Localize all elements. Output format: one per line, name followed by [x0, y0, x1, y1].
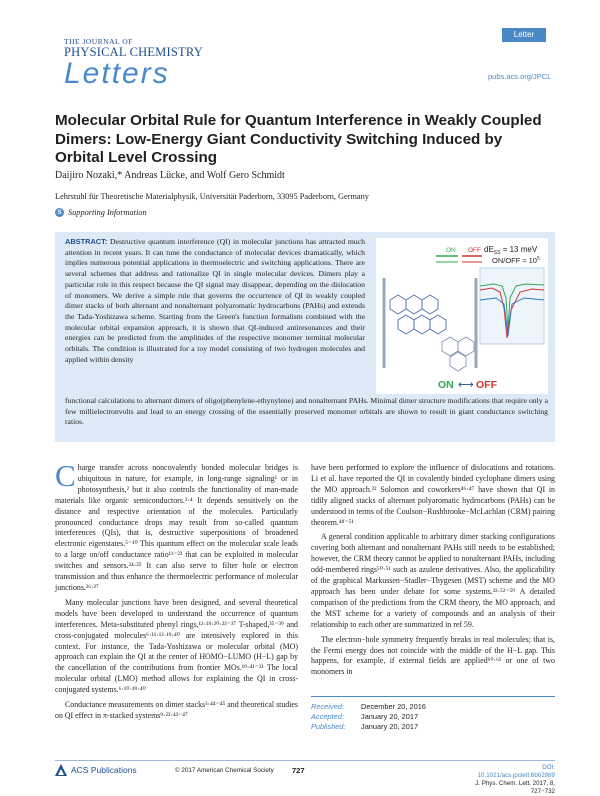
supporting-information-link[interactable] [55, 208, 147, 217]
history-published [311, 722, 555, 732]
paragraph-1 [55, 458, 298, 594]
abstract-text-part2: functional calculations to alternant dimers of oligo(phenylene-ethynylene) and nonalternant PAHs. Minimal dimer structure modifications that require only a few millielectronvolts and lead to an energy crossing of the essentially preserved monomer orbitals are shown to result in giant conductance switching ratios. [65, 396, 548, 427]
history-received [311, 702, 555, 712]
history-label: Received: [311, 702, 344, 711]
supporting-information-icon: S [55, 208, 64, 217]
article-type-badge: Letter [502, 28, 546, 42]
paragraph-5: A general condition applicable to arbitrary dimer stacking configurations covering both alternant and nonalternant PAHs still needs to be established; however, the CRM theory cannot be applied to nonalternant PAHs, including odd-membered rings⁵⁰·⁵¹ such as azulene derivatives. Also, the applicability of the graphical Markussen−Stadler−Thygesen (MST) scheme and the MO approach has been under debate for some systems.³²·⁵²⁻⁵⁹ A detailed comparison of the predictions from the CRM theory, the MO approach, and the MST scheme for a variety of compounds and an analysis of their relationship to each other are summarized in ref 59. [311, 532, 555, 629]
toc-energy-text: $dE_{SS} = 13$ meV [484, 245, 538, 256]
paragraph-2: Many molecular junctions have been designed, and several theoretical models have been developed to understand the occurrence of quantum interferences. Meta-substituted phenyl rings,¹²·¹⁸·²⁰·²²⁻³⁷ T-shaped,³⁵⁻³⁹ and cross-conjugated molecules⁶·¹¹·¹²·¹⁹·⁴⁰ are intensively explored in this context. For instance, the Tada-Yoshizawa or molecular orbital (MO) approach can explain the QI at the center of HOMO−LUMO (H−L) gap by the cancellation of the contributions from frontier MOs.¹⁹·⁴¹⁻²¹ The local molecular orbital (LMO) method allows for explaining the QI in cross-conjugated systems.⁶·¹⁰·¹⁹·⁴⁰ [55, 597, 298, 695]
toc-on-level-label: ON [446, 247, 456, 254]
toc-off-level-label: OFF [468, 247, 481, 254]
toc-switch-on: ON [438, 379, 454, 391]
copyright-notice: © 2017 American Chemical Society [175, 767, 274, 774]
history-date: January 20, 2017 [361, 712, 419, 721]
journal-name-letters: Letters [64, 57, 170, 90]
toc-graphic [376, 238, 548, 394]
page-number: 727 [292, 766, 305, 775]
toc-switch-arrow-icon: ⟷ [458, 378, 474, 391]
history-date: December 20, 2016 [361, 702, 426, 711]
journal-name-line1: THE JOURNAL OF [64, 37, 133, 46]
paragraph-4: have been performed to explore the influence of dislocations and rotations. Li et al. have reported the QI in covalently binded cyclophane dimers using the MO approach.²² Solomon and coworkers⁴⁶·⁴⁷ have shown that QI in tidily aligned stacks of alternant polyaromatic hydrocarbons (PAHs) can be understood in terms of the Coulson−Rushbrooke−McLachlan (CRM) pairing theorem.⁴⁸⁻⁵¹ [311, 463, 555, 527]
dropcap: C [55, 458, 76, 493]
supporting-information-label: Supporting Information [68, 208, 147, 217]
history-date: January 20, 2017 [361, 722, 419, 731]
article-title: Molecular Orbital Rule for Quantum Interference in Weakly Coupled Dimers: Low-Energy Giant Conductivity Switching Induced by Orbital Level Crossing [55, 112, 542, 166]
acs-logo-icon [55, 764, 67, 776]
publication-history [311, 696, 555, 732]
doi-citation [470, 764, 555, 796]
history-label: Published: [311, 722, 346, 731]
footer-divider [55, 760, 555, 761]
body-column-2 [311, 463, 555, 682]
toc-ratio-text: $ON/OFF \approx 10^5$ [492, 256, 540, 265]
affiliation: Lehrstuhl für Theoretische Materialphysik, Universität Paderborn, 33095 Paderborn, Germany [55, 192, 369, 201]
history-accepted [311, 712, 555, 722]
doi-link[interactable]: DOI: 10.1021/acs.jpclett.6b02989 [477, 764, 555, 779]
acs-publications-logo[interactable] [55, 764, 137, 776]
author-list: Daijiro Nozaki,* Andreas Lücke, and Wolf Gero Schmidt [55, 170, 285, 181]
abstract-label: ABSTRACT: [65, 237, 108, 246]
publisher-name: ACS Publications [71, 765, 137, 775]
journal-name-line2: PHYSICAL CHEMISTRY [64, 45, 203, 59]
paragraph-1-text: harge transfer across noncovalently bonded molecular bridges is ubiquitous in nature, for example, in long-range signaling¹ or in photosynthesis,² but it also controls the functionality of man-made materials like organic semiconductors.³·⁴ It depends sensitively on the distance and respective orientation of the molecules. Particularly pronounced conductance drops may result from so-called quantum interferences (QIs), that is, destructive superpositions of broadened electronic eigenstates.⁵⁻¹⁰ This quantum effect on the molecular scale leads to a large on/off conductance ratio¹¹⁻²³ that can be exploited in molecular switches and sensors.²⁴·²⁵ It can also serve to filter hole or electron transmission and thus enhance the thermoelectric performance of molecular junctions.²⁶·²⁷ [55, 463, 298, 592]
history-label: Accepted: [311, 712, 344, 721]
journal-url-link[interactable]: pubs.acs.org/JPCL [488, 72, 552, 81]
paragraph-6: The electron−hole symmetry frequently breaks in real molecules; that is, the Fermi energy does not coincide with the middle of the H−L gap. This happens, for example, if external fields are applied⁶⁰·⁶¹ or one of two monomers in [311, 634, 555, 677]
journal-citation: J. Phys. Chem. Lett. 2017, 8, 727−732 [475, 780, 555, 795]
abstract-text-part1 [65, 237, 365, 365]
paragraph-3: Conductance measurements on dimer stacks³·⁴⁴⁻⁴⁵ and theoretical studies on QI effect in π-stacked systems⁹·²²·⁴³⁻⁴⁷ [55, 700, 298, 720]
body-column-1 [55, 458, 298, 726]
abstract-body-part1: Destructive quantum interference (QI) in molecular junctions has attracted much attention in recent years. It can tune the conductance of molecular devices dramatically, which implies numerous potential applications in thermoelectric and switching applications. There are several schemes that address and rationalize QI in single molecular devices. Dimers play a particular role in this respect because the QI signal may disappear, depending on the dislocation of monomers. We derive a simple rule that governs the occurrence of QI in weakly coupled dimer stacks of both alternant and nonalternant polyaromatic hydrocarbons (PAHs) and extends the Tada-Yoshizawa scheme. Starting from the Green's function formalism combined with the molecular orbital expansion approach, it is shown that QI-induced antiresonances and their energies can be predicted from the amplitudes of the respective monomer terminal molecular orbitals. The condition is illustrated for a toy model consisting of two hydrogen molecules and applied within density [65, 237, 366, 364]
toc-switch-off: OFF [476, 379, 497, 391]
